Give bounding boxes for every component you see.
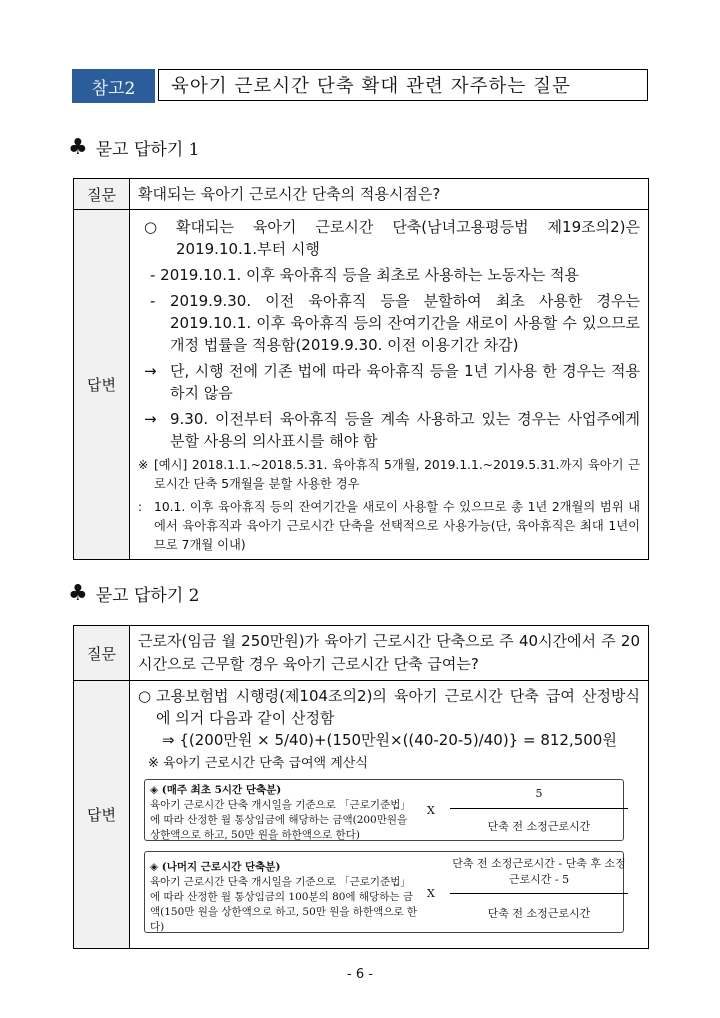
fraction-numerator: 단축 전 소정근로시간 - 단축 후 소정근로시간 - 5 bbox=[452, 857, 626, 886]
formula-box-2 bbox=[144, 851, 624, 933]
page-number: - 6 - bbox=[347, 967, 373, 982]
answer-arrow-1: → 단, 시행 전에 기존 법에 따라 육아휴직 등을 1년 기사용 한 경우는 적용하지 않음 bbox=[144, 362, 640, 402]
club-icon: ♣ bbox=[68, 134, 88, 160]
question-text: 확대되는 육아기 근로시간 단축의 적용시점은? bbox=[130, 179, 649, 210]
club-icon: ♣ bbox=[68, 580, 88, 606]
section-heading-1 bbox=[68, 135, 199, 160]
formula-box-1 bbox=[144, 779, 624, 841]
calc-result: ⇒ {(200만원 × 5/40)+(150만원×((40-20-5)/40)} = 812,500원 bbox=[162, 731, 617, 749]
question-text: 근로자(임금 월 250만원)가 육아기 근로시간 단축으로 주 40시간에서 주 20시간으로 근무할 경우 육아기 근로시간 단축 급여는? bbox=[130, 626, 649, 681]
answer-body bbox=[130, 681, 649, 949]
answer-sub-1: - 2019.10.1. 이후 육아휴직 등을 최초로 사용하는 노동자는 적용 bbox=[150, 266, 579, 284]
answer-sub-2: - 2019.9.30. 이전 육아휴직 등을 분할하여 최초 사용한 경우는 2019.10.1. 이후 육아휴직 등의 잔여기간을 새로이 사용할 수 있으므로 개정 법률을 적용함(2019.9.30. 이전 이용기간 차감) bbox=[150, 292, 640, 354]
question-label: 질문 bbox=[74, 179, 130, 210]
question-label: 질문 bbox=[74, 626, 130, 681]
qa-table-1 bbox=[73, 178, 649, 560]
fraction-numerator: 5 bbox=[535, 787, 543, 800]
section-title: 묻고 답하기 1 bbox=[95, 140, 200, 160]
formula-box-desc: 육아기 근로시간 단축 개시일을 기준으로 「근로기준법」에 따라 산정한 월 통상임금의 100분의 80에 해당하는 금액(150만 원을 상한액으로 하고, 50만 원을 하한액으로 한다) bbox=[150, 876, 418, 933]
answer-body bbox=[130, 210, 649, 560]
example-explanation: : 10.1. 이후 육아휴직 등의 잔여기간을 새로이 사용할 수 있으므로 총 1년 2개월의 범위 내에서 육아휴직과 육아기 근로시간 단축을 선택적으로 사용가능(단, 육아휴직은 최대 1년이므로 7개월 이내) bbox=[138, 500, 640, 552]
answer-label: 답변 bbox=[74, 681, 130, 949]
qa-table-2 bbox=[73, 625, 649, 949]
formula-box-desc: 육아기 근로시간 단축 개시일을 기준으로 「근로기준법」에 따라 산정한 월 통상임금에 해당하는 금액(200만원을 상한액으로 하고, 50만 원을 하한액으로 한다) bbox=[150, 799, 411, 841]
formula-note: ※ 육아기 근로시간 단축 급여액 계산식 bbox=[148, 756, 368, 771]
multiply-sign: X bbox=[427, 887, 435, 900]
fraction-denominator: 단축 전 소정근로시간 bbox=[487, 907, 591, 920]
fraction-denominator: 단축 전 소정근로시간 bbox=[487, 820, 591, 833]
answer-label: 답변 bbox=[74, 210, 130, 560]
page-title: 육아기 근로시간 단축 확대 관련 자주하는 질문 bbox=[158, 69, 648, 101]
formula-box-title: ◈ (매주 최초 5시간 단축분) bbox=[150, 784, 282, 796]
answer-arrow-2: → 9.30. 이전부터 육아휴직 등을 계속 사용하고 있는 경우는 사업주에게 분할 사용의 의사표시를 해야 함 bbox=[144, 410, 640, 450]
fraction-bar bbox=[450, 808, 628, 809]
answer-main: ○ 고용보험법 시행령(제104조의2)의 육아기 근로시간 단축 급여 산정방식에 의거 다음과 같이 산정함 bbox=[138, 687, 640, 727]
answer-main: ○ 확대되는 육아기 근로시간 단축(남녀고용평등법 제19조의2)은 2019.10.1.부터 시행 bbox=[144, 218, 640, 258]
multiply-sign: X bbox=[427, 804, 435, 817]
example-note: ※ [예시] 2018.1.1.~2018.5.31. 육아휴직 5개월, 2019.1.1.~2019.5.31.까지 육아기 근로시간 단축 5개월을 분할 사용한 경우 bbox=[138, 458, 640, 491]
section-heading-2 bbox=[68, 581, 199, 606]
section-title: 묻고 답하기 2 bbox=[95, 586, 200, 606]
fraction-bar bbox=[450, 893, 628, 894]
formula-box-title: ◈ (나머지 근로시간 단축분) bbox=[150, 861, 281, 873]
reference-tag: 참고2 bbox=[72, 69, 155, 103]
